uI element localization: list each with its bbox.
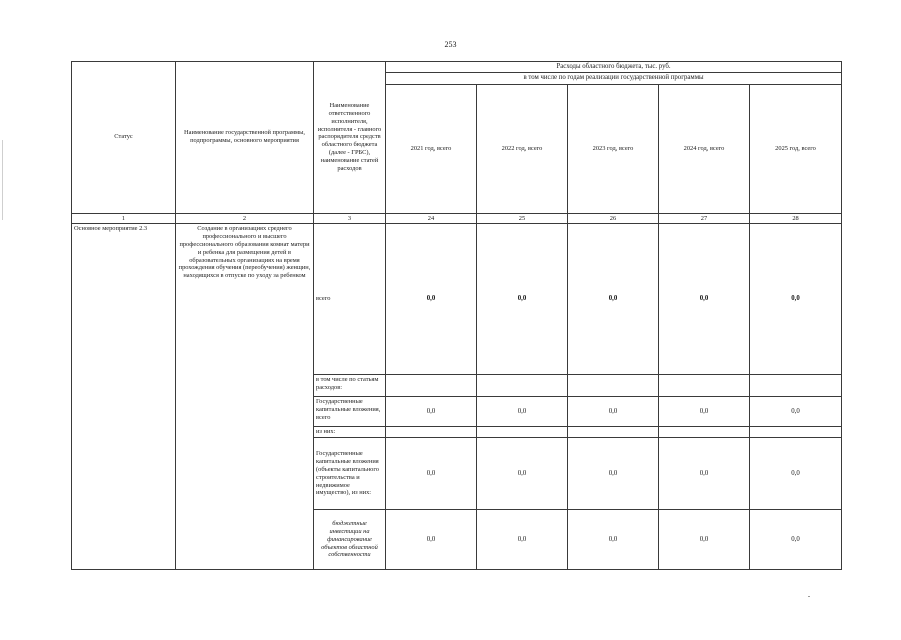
scan-edge-mark [2, 140, 3, 220]
measure-status: Основное мероприятие 2.3 [72, 224, 176, 570]
header-row-1 [72, 62, 842, 73]
column-number: 2 [176, 213, 314, 224]
row-value: 0,0 [659, 397, 750, 427]
header-status: Статус [72, 62, 176, 214]
row-value: 0,0 [750, 438, 842, 510]
row-value: 0,0 [750, 224, 842, 375]
header-year-2021: 2021 год, всего [386, 84, 477, 213]
row-value: 0,0 [750, 510, 842, 570]
row-value: 0,0 [659, 438, 750, 510]
column-number: 25 [477, 213, 568, 224]
row-value: 0,0 [386, 224, 477, 375]
budget-table [71, 61, 842, 570]
row-value: 0,0 [386, 510, 477, 570]
row-value: 0,0 [477, 397, 568, 427]
header-year-2024: 2024 год, всего [659, 84, 750, 213]
page-number: 253 [444, 40, 457, 49]
row-value: 0,0 [568, 397, 659, 427]
header-program-name: Наименование государственной программы, подпрограммы, основного мероприятия [176, 62, 314, 214]
row-label: в том числе по статьям расходов: [314, 375, 386, 397]
row-label: Государственные капитальные вложения, всего [314, 397, 386, 427]
row-value: 0,0 [477, 438, 568, 510]
row-label: из них: [314, 427, 386, 438]
header-executor: Наименование ответственного исполнителя, исполнителя - главного распорядителя средств областного бюджета (далее - ГРБС), наименование статей расходов [314, 62, 386, 214]
row-label: бюджетные инвестиции на финансирование объектов областной собственности [314, 510, 386, 570]
column-number: 1 [72, 213, 176, 224]
column-number: 28 [750, 213, 842, 224]
header-year-2025: 2025 год, всего [750, 84, 842, 213]
header-year-2023: 2023 год, всего [568, 84, 659, 213]
column-number: 24 [386, 213, 477, 224]
row-value: 0,0 [386, 397, 477, 427]
column-number: 26 [568, 213, 659, 224]
row-label: Государственные капитальные вложения (объекты капитального строительства и недвижимое имущество), из них: [314, 438, 386, 510]
row-value: 0,0 [659, 510, 750, 570]
header-by-years: в том числе по годам реализации государственной программы [386, 73, 842, 84]
row-value: 0,0 [386, 438, 477, 510]
column-number: 3 [314, 213, 386, 224]
row-label: всего [314, 224, 386, 375]
row-value: 0,0 [568, 510, 659, 570]
row-value: 0,0 [477, 510, 568, 570]
measure-name: Создание в организациях среднего профессионального и высшего профессионального образования комнат матери и ребенка для размещения детей в образовательных организациях на время прохождения обучения (переобучения) женщин, находящихся в отпуске по уходу за ребенком [176, 224, 314, 570]
row-value: 0,0 [659, 224, 750, 375]
row-value: 0,0 [477, 224, 568, 375]
row-value: 0,0 [568, 438, 659, 510]
header-year-2022: 2022 год, всего [477, 84, 568, 213]
header-budget-title: Расходы областного бюджета, тыс. руб. [386, 62, 842, 73]
scan-speck [808, 596, 810, 597]
table-row-total [72, 224, 842, 375]
row-value: 0,0 [568, 224, 659, 375]
column-number: 27 [659, 213, 750, 224]
row-value: 0,0 [750, 397, 842, 427]
column-number-row [72, 213, 842, 224]
